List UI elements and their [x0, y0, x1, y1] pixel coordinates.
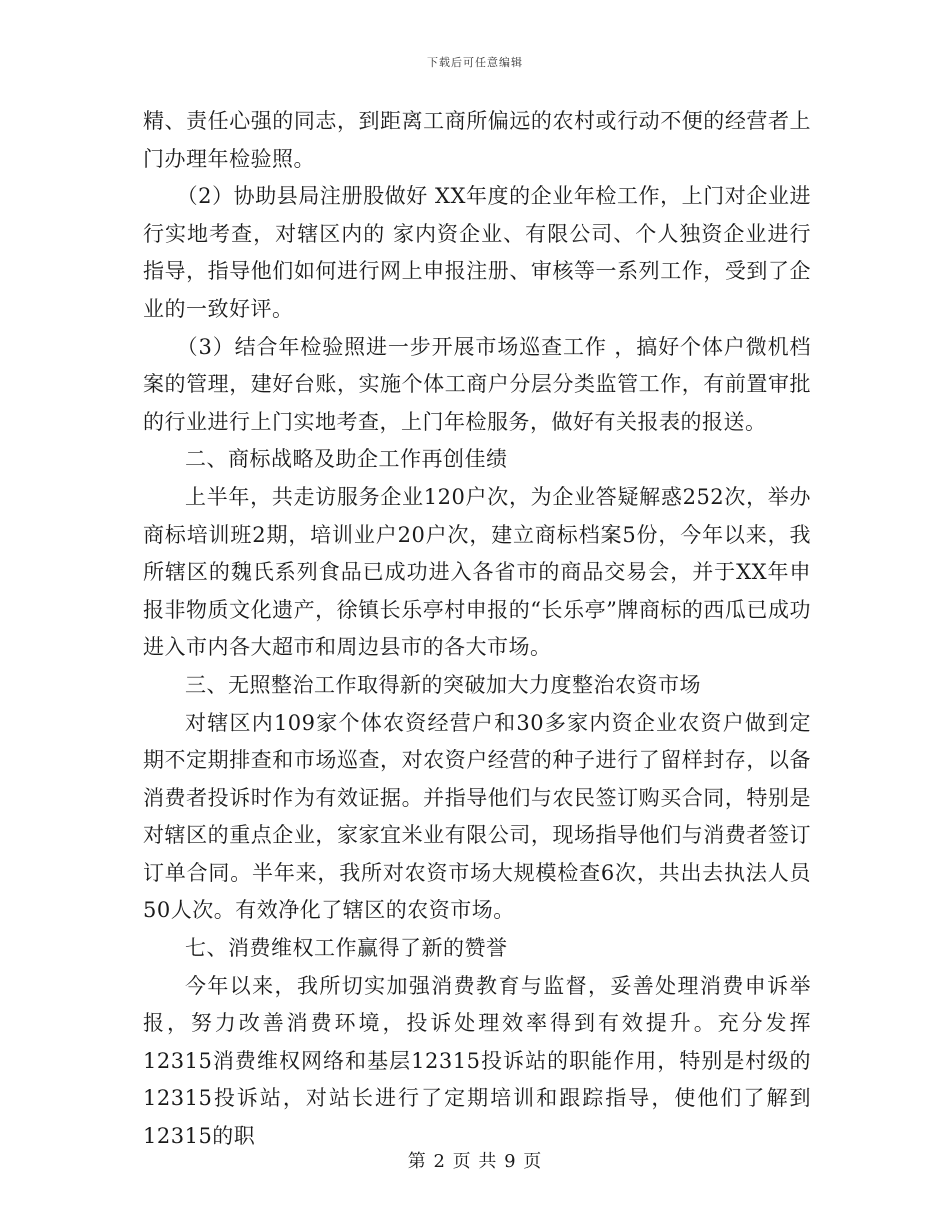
paragraph-consumer-rights: 今年以来，我所切实加强消费教育与监督，妥善处理消费申诉举报，努力改善消费环境，投诉处理效率得到有效提升。充分发挥12315消费维权网络和基层12315投诉站的职能作用，特别是村级的12315投诉站，对站长进行了定期培训和跟踪指导，使他们了解到12315的职 — [143, 973, 811, 1149]
section-heading-trademark: 二、商标战略及助企工作再创佳绩 — [185, 447, 508, 472]
page-header-note: 下载后可任意编辑 — [427, 56, 523, 69]
paragraph-item-2: （2）协助县局注册股做好 XX年度的企业年检工作，上门对企业进行实地考查，对辖区内的 家内资企业、有限公司、个人独资企业进行指导，指导他们如何进行网上申报注册、审核等一系列工作，受到了企业的一致好评。 — [143, 184, 811, 321]
paragraph-trademark: 上半年，共走访服务企业120户次，为企业答疑解惑252次，举办商标培训班2期，培训业户20户次，建立商标档案5份，今年以来，我所辖区的魏氏系列食品已成功进入各省市的商品交易会，并于XX年申报非物质文化遗产，徐镇长乐亭村申报的“长乐亭”牌商标的西瓜已成功进入市内各大超市和周边县市的各大市场。 — [143, 484, 811, 660]
section-heading-consumer-rights: 七、消费维权工作赢得了新的赞誉 — [185, 936, 508, 961]
paragraph-item-3: （3）结合年检验照进一步开展市场巡查工作 ，搞好个体户微机档案的管理，建好台账，实施个体工商户分层分类监管工作，有前置审批的行业进行上门实地考查，上门年检服务，做好有关报表的报送。 — [143, 334, 811, 434]
page-number: 第 2 页 共 9 页 — [407, 1151, 543, 1172]
section-heading-unlicensed: 三、无照整治工作取得新的突破加大力度整治农资市场 — [185, 672, 701, 697]
paragraph-agri-market: 对辖区内109家个体农资经营户和30多家内资企业农资户做到定期不定期排查和市场巡查，对农资户经营的种子进行了留样封存，以备消费者投诉时作为有效证据。并指导他们与农民签订购买合同，特别是对辖区的重点企业，家家宜米业有限公司，现场指导他们与消费者签订订单合同。半年来，我所对农资市场大规模检查6次，共出去执法人员50人次。有效净化了辖区的农资市场。 — [143, 710, 811, 923]
document-body — [143, 103, 811, 1156]
paragraph-continuation: 精、责任心强的同志，到距离工商所偏远的农村或行动不便的经营者上门办理年检验照。 — [143, 109, 811, 171]
